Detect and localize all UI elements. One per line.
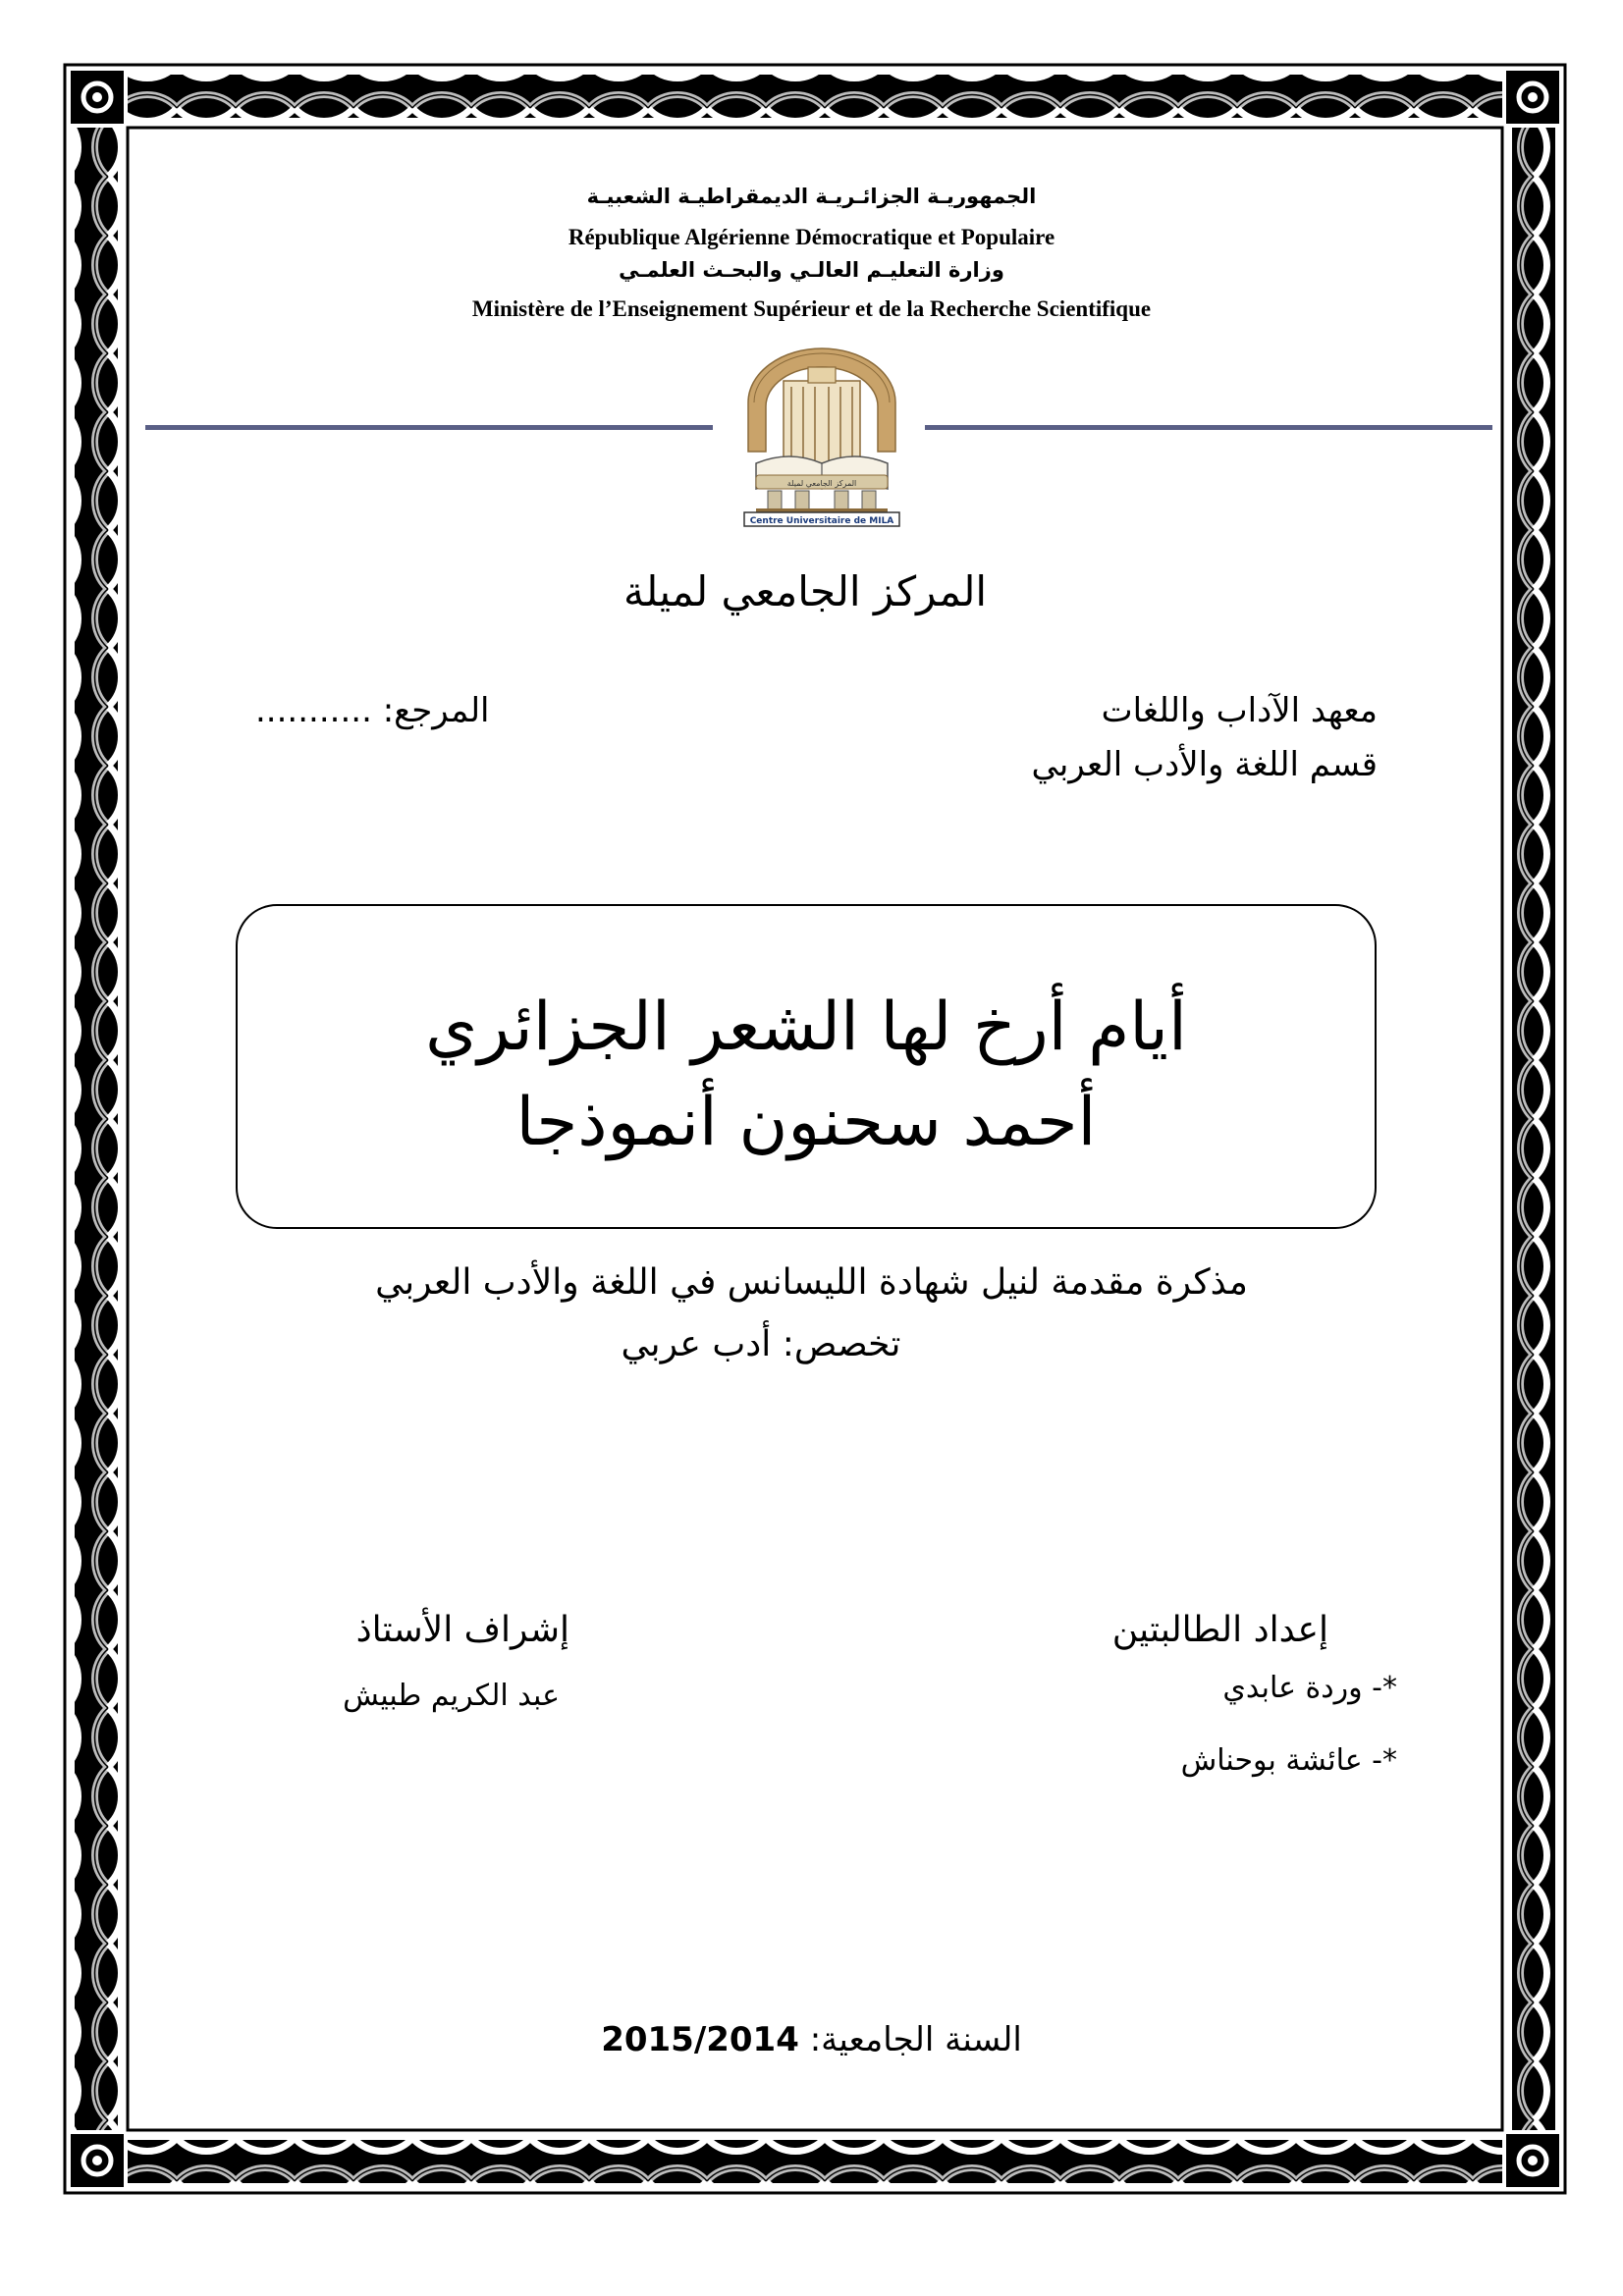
thesis-title-box — [236, 904, 1377, 1229]
academic-year-value: 2015/2014 — [601, 2020, 799, 2059]
header-rule-right — [925, 425, 1492, 430]
reference-value: ........... — [255, 691, 372, 730]
student-name-2: عائشة بوحناش — [1180, 1743, 1363, 1778]
republic-french: République Algérienne Démocratique et Populaire — [568, 225, 1055, 249]
logo-caption: Centre Universitaire de MILA — [749, 516, 894, 526]
header-rule-left — [145, 425, 713, 430]
students-label: إعداد الطالبتين — [1111, 1610, 1328, 1650]
academic-year-label: السنة الجامعية: — [809, 2020, 1022, 2059]
student-bullet: *- — [1372, 1671, 1397, 1705]
institute-name: معهد الآداب واللغات — [1101, 691, 1378, 730]
logo-banner-text: المركز الجامعي لميلة — [786, 479, 857, 488]
reference-label: المرجع: — [382, 691, 490, 730]
republic-arabic: الجمهوريـة الجزائـريـة الديمقراطيـة الشعبيـة — [586, 185, 1037, 208]
student-name-1: وردة عابدي — [1222, 1671, 1363, 1705]
institution-name: المركز الجامعي لميلة — [622, 567, 988, 615]
supervisor-name: عبد الكريم طبيش — [343, 1679, 560, 1713]
ministry-french: Ministère de l’Enseignement Supérieur et de la Recherche Scientifique — [471, 296, 1152, 321]
thesis-title-line-1: أيام أرخ لها الشعر الجزائري — [425, 988, 1187, 1066]
thesis-title-line-2: أحمد سحنون أنموذجا — [515, 1084, 1097, 1161]
degree-statement: مذكرة مقدمة لنيل شهادة الليسانس في اللغة والأدب العربي — [375, 1262, 1248, 1303]
academic-year — [0, 2020, 1623, 2059]
university-logo — [734, 344, 909, 528]
specialty: تخصص: أدب عربي — [621, 1324, 901, 1364]
ministry-arabic: وزارة التعليـم العالـي والبحـث العلمـي — [619, 258, 1004, 282]
student-bullet: *- — [1372, 1743, 1397, 1778]
reference-field — [255, 691, 490, 730]
department-name: قسم اللغة والأدب العربي — [1031, 745, 1378, 784]
student-item — [1181, 1743, 1397, 1778]
supervisor-label: إشراف الأستاذ — [355, 1610, 569, 1650]
student-item — [1222, 1671, 1397, 1705]
